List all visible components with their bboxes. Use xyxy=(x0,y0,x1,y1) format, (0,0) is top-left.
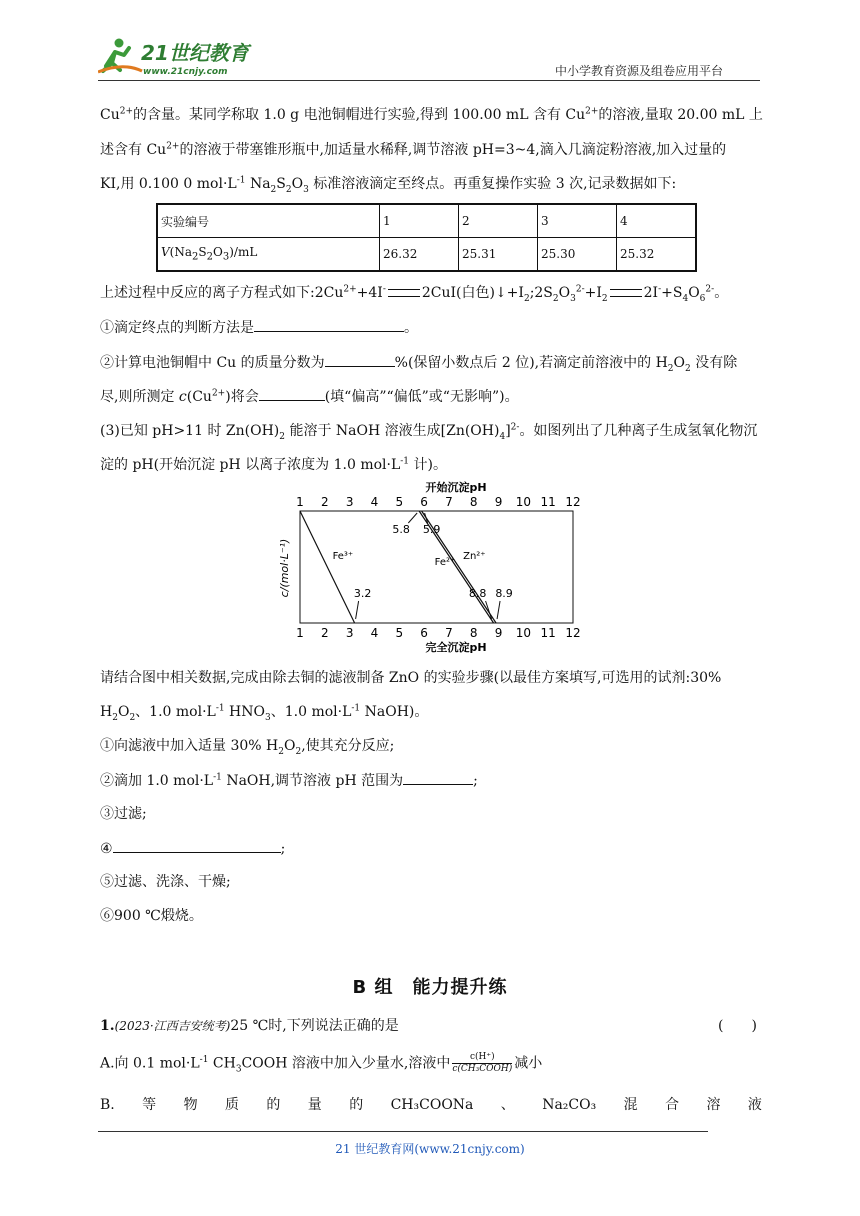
table-cell: 实验编号 xyxy=(157,204,380,238)
answer-blank[interactable] xyxy=(259,386,325,401)
table-row xyxy=(157,238,696,272)
fraction: $\frac{c(H^+)}{\text{c(CH₃COOH)}}$ xyxy=(452,1052,513,1074)
option-b-word: 、 xyxy=(500,1097,515,1113)
equal-sign-icon xyxy=(610,289,642,297)
chart-ion-labels xyxy=(333,513,513,619)
ion-name-label: Fe³⁺ xyxy=(332,551,354,562)
logo-url: www.21cnjy.com xyxy=(143,67,228,77)
option-b-word: 溶 xyxy=(706,1097,721,1113)
tick-label-bottom: 11 xyxy=(540,626,556,640)
option-b-word: Na₂CO₃ xyxy=(542,1097,597,1113)
option-b-word: 液 xyxy=(747,1097,762,1113)
header-rule xyxy=(98,80,760,81)
para1-line3: KI,用 0.100 0 $mol\cdot L^{-1}$ $Na_2S_2O_3$ 标准溶液滴定至终点。再重复操作实验 3 次,记录数据如下: xyxy=(100,175,677,195)
table-cell: 25.30 xyxy=(538,238,617,272)
answer-blank[interactable] xyxy=(254,317,404,332)
steps-intro-line2: $H_2O_2$、1.0 $mol\cdot L^{-1}$ $HNO_3$、1.0 $mol\cdot L^{-1}$ NaOH)。 xyxy=(100,703,429,723)
question-1-stem: 1.(2023·江西吉安统考)25 ℃时,下列说法正确的是 xyxy=(100,1018,399,1034)
tick-label-bottom: 8 xyxy=(469,626,478,640)
option-a[interactable]: A.向 0.1 $mol\cdot L^{-1}$ $CH_3COOH$ 溶液中加入少量水,溶液中 $\frac{c(H^+)}{\text{c(CH₃COOH)}}$ 减小 xyxy=(100,1052,543,1075)
question-2-line2: 尽,则所测定 $c(Cu^{2+})$将会 (填“偏高”“偏低”或“无影响”)。 xyxy=(100,386,765,407)
tick-label-top: 9 xyxy=(494,495,503,509)
table-cell: 25.32 xyxy=(617,238,697,272)
equal-sign-icon xyxy=(388,289,420,297)
section-title: B 组 能力提升练 xyxy=(352,977,508,998)
tick-label-top: 1 xyxy=(296,495,304,509)
arrow-icon xyxy=(408,513,417,523)
steps-intro-line1: 请结合图中相关数据,完成由除去铜的滤液制备 ZnO 的实验步骤(以最佳方案填写,可选用的试剂:30% xyxy=(100,670,722,686)
table-cell: 1 xyxy=(380,204,459,238)
option-b-word: 质 xyxy=(224,1097,239,1113)
option-b-word: 的 xyxy=(349,1097,364,1113)
precipitation-ph-chart xyxy=(270,478,590,656)
answer-blank[interactable] xyxy=(113,838,281,853)
question-3-line1: (3)已知 pH>11 时 $Zn(OH)_2$ 能溶于 NaOH 溶液生成$[Zn(OH)_4]^{2-}$。如图列出了几种离子生成氢氧化物沉 xyxy=(100,422,758,442)
step-5: ⑤过滤、洗涤、干燥; xyxy=(100,874,231,890)
tick-label-top: 4 xyxy=(370,495,379,509)
option-b-word: 混 xyxy=(623,1097,638,1113)
start-ph-label: 5.9 xyxy=(422,523,441,536)
tick-label-top: 10 xyxy=(515,495,532,509)
chart-title-top: 开始沉淀pH xyxy=(425,481,487,494)
option-b-word: B. xyxy=(100,1097,115,1113)
answer-paren[interactable]: ( ) xyxy=(718,1018,757,1034)
tick-label-top: 3 xyxy=(345,495,354,509)
step-6: ⑥900 ℃煅烧。 xyxy=(100,908,203,924)
ion-name-label: Zn²⁺ xyxy=(463,551,486,562)
option-b-word: 物 xyxy=(183,1097,198,1113)
tick-label-top: 12 xyxy=(565,495,581,509)
titration-table xyxy=(156,203,697,272)
tick-label-bottom: 6 xyxy=(420,626,428,640)
option-b-word: 量 xyxy=(307,1097,322,1113)
tick-label-bottom: 3 xyxy=(345,626,354,640)
logo-text: 21世纪教育 xyxy=(141,41,249,65)
tick-label-top: 11 xyxy=(540,495,556,509)
step-4: ④ ; xyxy=(100,838,765,859)
para1-line1: $Cu^{2+}$的含量。某同学称取 1.0 g 电池铜帽进行实验,得到 100.00 mL 含有 $Cu^{2+}$的溶液,量取 20.00 mL 上 xyxy=(100,106,763,123)
ion-name-label: Fe²⁺ xyxy=(434,557,456,568)
option-b[interactable] xyxy=(100,1095,762,1115)
answer-blank[interactable] xyxy=(403,770,473,785)
table-cell: 26.32 xyxy=(380,238,459,272)
chart-ticks-bottom xyxy=(296,626,580,640)
para1-line2: 述含有 $Cu^{2+}$的溶液于带塞锥形瓶中,加适量水稀释,调节溶液 pH=3~4,滴入几滴淀粉溶液,加入过量的 xyxy=(100,141,727,158)
site-logo xyxy=(98,36,268,80)
tick-label-top: 2 xyxy=(320,495,329,509)
table-row xyxy=(157,204,696,238)
tick-label-bottom: 4 xyxy=(370,626,379,640)
chart-y-label: c/(mol·L⁻¹) xyxy=(278,538,291,598)
tick-label-bottom: 5 xyxy=(395,626,404,640)
table-cell: $V(Na_2S_2O_3)/mL$ xyxy=(157,238,380,272)
header-platform-text: 中小学教育资源及组卷应用平台 xyxy=(555,64,724,78)
tick-label-bottom: 9 xyxy=(494,626,503,640)
complete-ph-label: 8.8 xyxy=(468,587,487,600)
step-2: ②滴加 1.0 $mol\cdot L^{-1}$ NaOH,调节溶液 pH 范围为 ; xyxy=(100,770,765,791)
complete-ph-label: 8.9 xyxy=(495,587,513,600)
tick-label-bottom: 1 xyxy=(296,626,304,640)
start-ph-label: 5.8 xyxy=(392,523,410,536)
question-3-line2: 淀的 pH(开始沉淀 pH 以离子浓度为 1.0 $mol\cdot L^{-1}$ 计)。 xyxy=(100,456,447,473)
complete-ph-label: 3.2 xyxy=(353,587,372,600)
question-2-line1: ②计算电池铜帽中 Cu 的质量分数为 %(保留小数点后 2 位),若滴定前溶液中的 $H_2O_2$ 没有除 xyxy=(100,352,765,373)
option-b-word: 的 xyxy=(266,1097,281,1113)
arrow-icon xyxy=(497,601,500,619)
tick-label-bottom: 2 xyxy=(320,626,329,640)
table-cell: 4 xyxy=(617,204,697,238)
table-cell: 3 xyxy=(538,204,617,238)
step-3: ③过滤; xyxy=(100,806,147,822)
table-cell: 2 xyxy=(459,204,538,238)
tick-label-top: 6 xyxy=(420,495,428,509)
answer-blank[interactable] xyxy=(325,352,395,367)
tick-label-top: 8 xyxy=(469,495,478,509)
tick-label-top: 7 xyxy=(445,495,453,509)
tick-label-top: 5 xyxy=(395,495,404,509)
chart-title-bottom: 完全沉淀pH xyxy=(425,641,487,654)
step-1: ①向滤液中加入适量 30% $H_2O_2$,使其充分反应; xyxy=(100,738,395,757)
arrow-icon xyxy=(356,601,359,619)
tick-label-bottom: 12 xyxy=(565,626,581,640)
chart-ticks-top xyxy=(296,495,580,509)
footer-rule xyxy=(98,1131,708,1132)
option-b-word: 合 xyxy=(665,1097,680,1113)
footer-text: 21 世纪教育网(www.21cnjy.com) xyxy=(335,1142,525,1156)
reaction-equations: 上述过程中反应的离子方程式如下$:2Cu^{2+}+4I^-$ 2CuI(白色)$↓+I_2;2S_2O_3^{2-}+I_2$ $2I^-+S_4O_6^{2-}$。 xyxy=(100,284,729,304)
tick-label-bottom: 10 xyxy=(515,626,532,640)
tick-label-bottom: 7 xyxy=(445,626,453,640)
ion-line xyxy=(300,511,355,623)
table-cell: 25.31 xyxy=(459,238,538,272)
runner-icon xyxy=(98,39,142,73)
option-b-word: 等 xyxy=(142,1097,157,1113)
option-b-word: CH₃COONa xyxy=(390,1097,474,1113)
question-1: ①滴定终点的判断方法是 。 xyxy=(100,317,765,338)
